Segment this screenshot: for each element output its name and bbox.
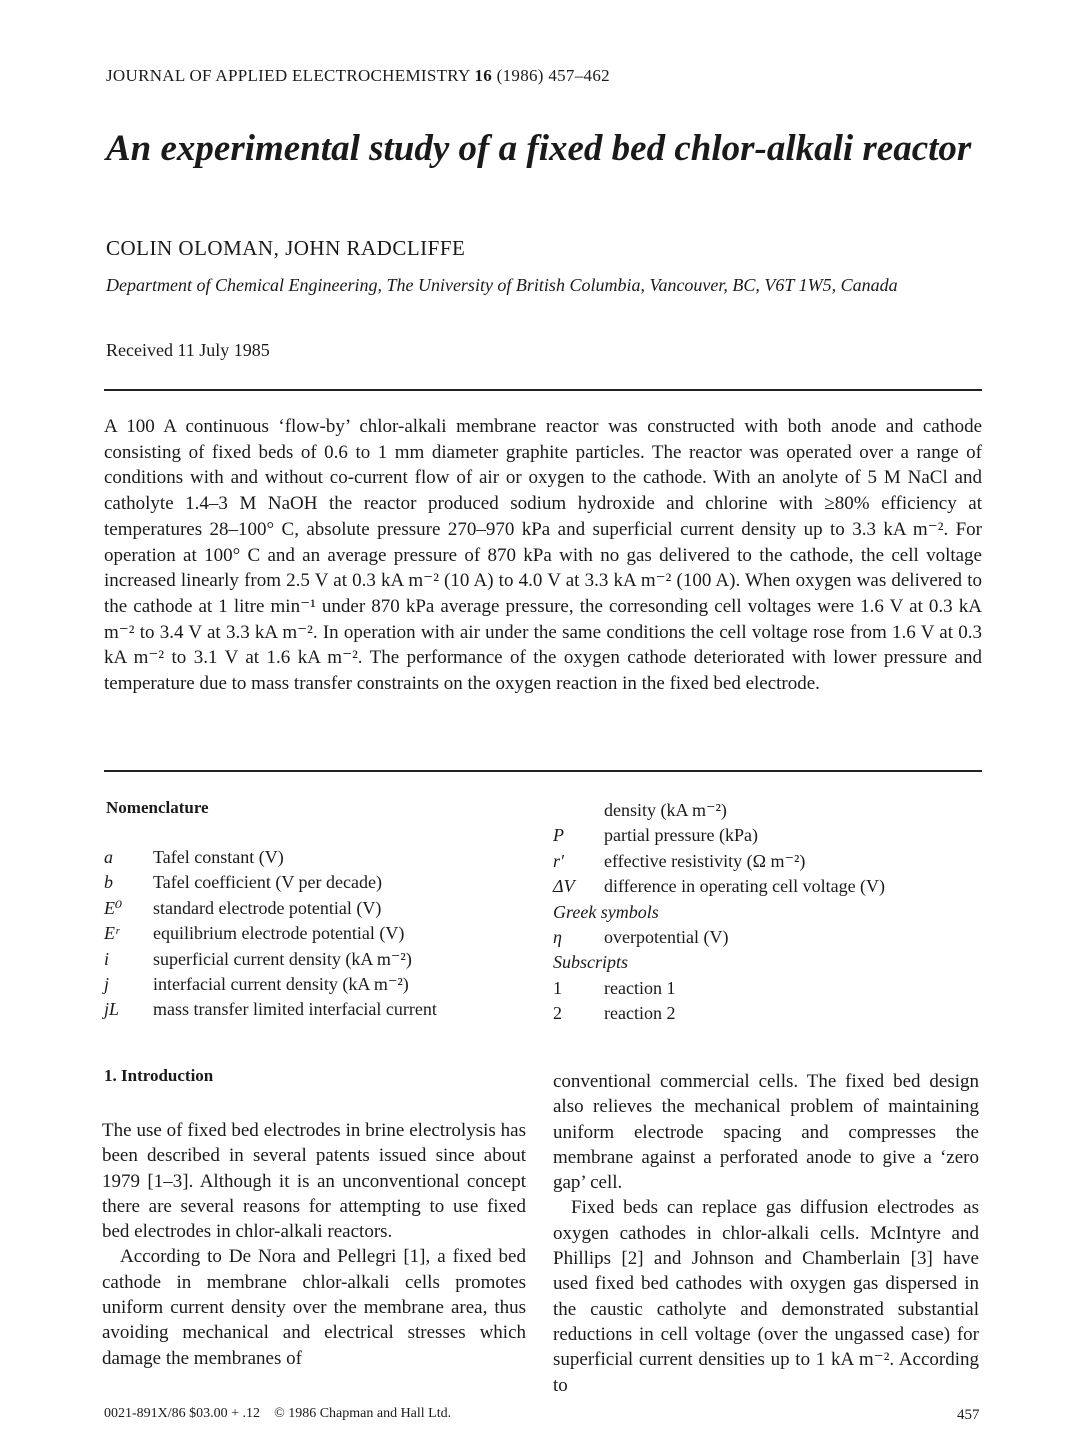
subscripts-heading: Subscripts	[553, 952, 629, 973]
nomenclature-right-list	[553, 798, 983, 1027]
nomenclature-symbol: i	[104, 948, 110, 969]
nomenclature-symbol: b	[104, 872, 113, 893]
introduction-heading: 1. Introduction	[104, 1066, 214, 1085]
nomenclature-item	[104, 972, 534, 997]
nomenclature-definition: Tafel constant (V)	[153, 847, 284, 867]
nomenclature-item	[553, 976, 983, 1001]
nomenclature-item	[553, 1001, 983, 1026]
nomenclature-symbol: r′	[553, 850, 564, 871]
footer-copyright-text: © 1986 Chapman and Hall Ltd.	[274, 1406, 452, 1421]
introduction-right-column	[553, 1069, 979, 1398]
nomenclature-definition: equilibrium electrode potential (V)	[153, 923, 405, 944]
body-paragraph: conventional commercial cells. The fixed bed design also relieves the mechanical problem of maintaining uniform electrode spacing and compresses the membrane against a perforated anode to give a ‘zero gap’ cell.	[553, 1071, 979, 1194]
body-paragraph: Fixed beds can replace gas diffusion electrodes as oxygen cathodes in chlor-alkali cells. McIntyre and Phillips [2] and Johnson and Chamberlain [3] have used fixed bed cathodes with oxygen gas dispersed in the caustic catholyte and demonstrated substantial reductions in cell voltage (over the ungassed case) for superficial current densities up to 1 kA m⁻². According to	[553, 1197, 979, 1396]
bottom-divider	[104, 770, 982, 772]
nomenclature-definition: interfacial current density (kA m⁻²)	[153, 973, 409, 994]
abstract: A 100 A continuous ‘flow-by’ chlor-alkali membrane reactor was constructed with both anode and cathode consisting of fixed beds of 0.6 to 1 mm diameter graphite particles. The reactor was operated over a range of conditions with and without co-current flow of air or oxygen to the cathode. With an anolyte of 5 M NaCl and catholyte 1.4–3 M NaOH the reactor produced sodium hydroxide and chlorine with ≥80% efficiency at temperatures 28–100° C, absolute pressure 270–970 kPa and superficial current density up to 3.3 kA m⁻². For operation at 100° C and an average pressure of 870 kPa with no gas delivered to the cathode, the cell voltage increased linearly from 2.5 V at 0.3 kA m⁻² (10 A) to 4.0 V at 3.3 kA m⁻² (100 A). When oxygen was delivered to the cathode at 1 litre min⁻¹ under 870 kPa average pressure, the corresonding cell voltages were 1.6 V at 0.3 kA m⁻² to 3.4 V at 3.3 kA m⁻². In operation with air under the same conditions the cell voltage rose from 1.6 V at 0.3 kA m⁻² to 3.1 V at 1.6 kA m⁻². The performance of the oxygen cathode deteriorated with lower pressure and temperature due to mass transfer constraints on the oxygen reaction in the fixed bed electrode.	[104, 416, 982, 695]
nomenclature-heading: Nomenclature	[106, 798, 209, 817]
journal-volume: 16	[474, 66, 493, 85]
nomenclature-definition: superficial current density (kA m⁻²)	[153, 948, 412, 969]
journal-name: JOURNAL OF APPLIED ELECTROCHEMISTRY	[106, 66, 470, 85]
body-paragraph: The use of fixed bed electrodes in brine electrolysis has been described in several patents issued since about 1979 [1–3]. Although it is an unconventional concept there are several reasons for attempting to use fixed bed electrodes in chlor-alkali reactors.	[102, 1120, 526, 1243]
nomenclature-definition: mass transfer limited interfacial current	[153, 999, 437, 1020]
nomenclature-item	[104, 921, 534, 946]
introduction-left-column	[102, 1118, 526, 1371]
nomenclature-symbol: Eʳ	[104, 923, 119, 944]
nomenclature-item	[553, 925, 983, 950]
greek-symbols-heading: Greek symbols	[553, 901, 659, 922]
nomenclature-continuation: density (kA m⁻²)	[604, 800, 727, 820]
nomenclature-definition: reaction 1	[604, 977, 676, 998]
nomenclature-symbol: E⁰	[104, 897, 123, 918]
paper-title: An experimental study of a fixed bed chlor-alkali reactor	[106, 128, 972, 169]
nomenclature-definition: standard electrode potential (V)	[153, 897, 382, 918]
nomenclature-definition: Tafel coefficient (V per decade)	[153, 872, 382, 893]
nomenclature-item	[104, 997, 534, 1022]
nomenclature-item	[553, 874, 983, 899]
nomenclature-item	[553, 849, 983, 874]
nomenclature-definition: partial pressure (kPa)	[604, 825, 758, 846]
nomenclature-item	[104, 896, 534, 921]
nomenclature-symbol: 1	[553, 977, 562, 998]
nomenclature-symbol: a	[104, 847, 113, 867]
nomenclature-symbol: j	[104, 973, 110, 994]
journal-header	[106, 66, 610, 86]
nomenclature-item	[104, 870, 534, 895]
nomenclature-symbol: 2	[553, 1003, 562, 1024]
body-paragraph: According to De Nora and Pellegri [1], a fixed bed cathode in membrane chlor-alkali cells promotes uniform current density over the membrane area, thus avoiding mechanical and electrical stresses which damage the membranes of	[102, 1246, 526, 1369]
nomenclature-item	[104, 845, 534, 870]
page-number: 457	[957, 1407, 980, 1423]
nomenclature-symbol: η	[553, 926, 562, 947]
nomenclature-symbol: jL	[104, 999, 120, 1020]
nomenclature-left-list	[104, 845, 534, 1023]
journal-year-pages: (1986) 457–462	[496, 66, 610, 85]
footer-code: 0021-891X/86 $03.00 + .12	[104, 1406, 261, 1421]
nomenclature-definition: overpotential (V)	[604, 926, 729, 947]
nomenclature-definition: effective resistivity (Ω m⁻²)	[604, 850, 806, 871]
nomenclature-definition: difference in operating cell voltage (V)	[604, 876, 886, 897]
top-divider	[104, 389, 982, 391]
paper-affiliation: Department of Chemical Engineering, The University of British Columbia, Vancouver, BC, V6T 1W5, Canada	[106, 275, 898, 295]
nomenclature-item	[104, 947, 534, 972]
nomenclature-definition: reaction 2	[604, 1003, 676, 1024]
nomenclature-item	[553, 823, 983, 848]
nomenclature-symbol: ΔV	[553, 876, 575, 897]
received-date: Received 11 July 1985	[106, 340, 270, 360]
footer-copyright	[104, 1406, 451, 1422]
nomenclature-symbol: P	[553, 825, 564, 846]
paper-authors: COLIN OLOMAN, JOHN RADCLIFFE	[106, 236, 466, 260]
